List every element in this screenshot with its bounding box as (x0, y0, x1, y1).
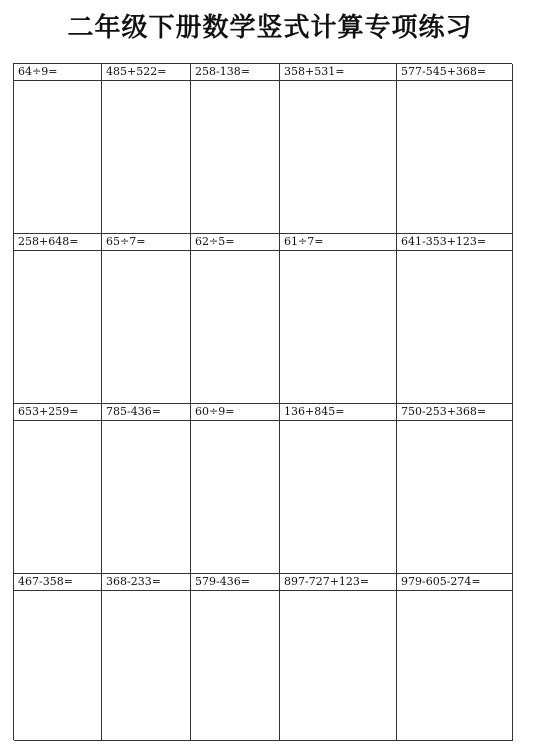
problem-label: 136+845= (280, 404, 396, 421)
problem-cell (102, 404, 191, 574)
problem-label: 750-253+368= (397, 404, 512, 421)
problem-label: 641-353+123= (397, 234, 512, 251)
problem-cell (102, 64, 191, 234)
problem-label: 64÷9= (14, 64, 101, 81)
problem-label: 897-727+123= (280, 574, 396, 591)
problem-cell (14, 234, 102, 404)
page-title: 二年级下册数学竖式计算专项练习 (67, 13, 473, 43)
problem-label: 258+648= (14, 234, 101, 251)
problem-cell (14, 574, 102, 741)
problem-label: 577-545+368= (397, 64, 512, 81)
problem-label: 467-358= (14, 574, 101, 591)
problem-label: 653+259= (14, 404, 101, 421)
problem-label: 358+531= (280, 64, 396, 81)
problem-cell (102, 574, 191, 741)
problem-label: 579-436= (191, 574, 279, 591)
problem-cell (14, 404, 102, 574)
problem-label: 258-138= (191, 64, 279, 81)
problem-cell (280, 404, 397, 574)
problem-cell (191, 404, 280, 574)
problem-label: 62÷5= (191, 234, 279, 251)
problem-cell (191, 234, 280, 404)
problem-cell (14, 64, 102, 234)
problem-cell (102, 234, 191, 404)
problem-label: 60÷9= (191, 404, 279, 421)
problem-cell (191, 64, 280, 234)
problem-cell (397, 64, 513, 234)
problem-label: 979-605-274= (397, 574, 512, 591)
problem-label: 61÷7= (280, 234, 396, 251)
problem-cell (397, 574, 513, 741)
problem-cell (397, 234, 513, 404)
problem-label: 368-233= (102, 574, 190, 591)
worksheet-grid (13, 63, 512, 740)
problem-cell (191, 574, 280, 741)
problem-cell (280, 234, 397, 404)
problem-cell (280, 574, 397, 741)
problem-cell (397, 404, 513, 574)
problem-label: 785-436= (102, 404, 190, 421)
problem-label: 485+522= (102, 64, 190, 81)
problem-label: 65÷7= (102, 234, 190, 251)
problem-cell (280, 64, 397, 234)
